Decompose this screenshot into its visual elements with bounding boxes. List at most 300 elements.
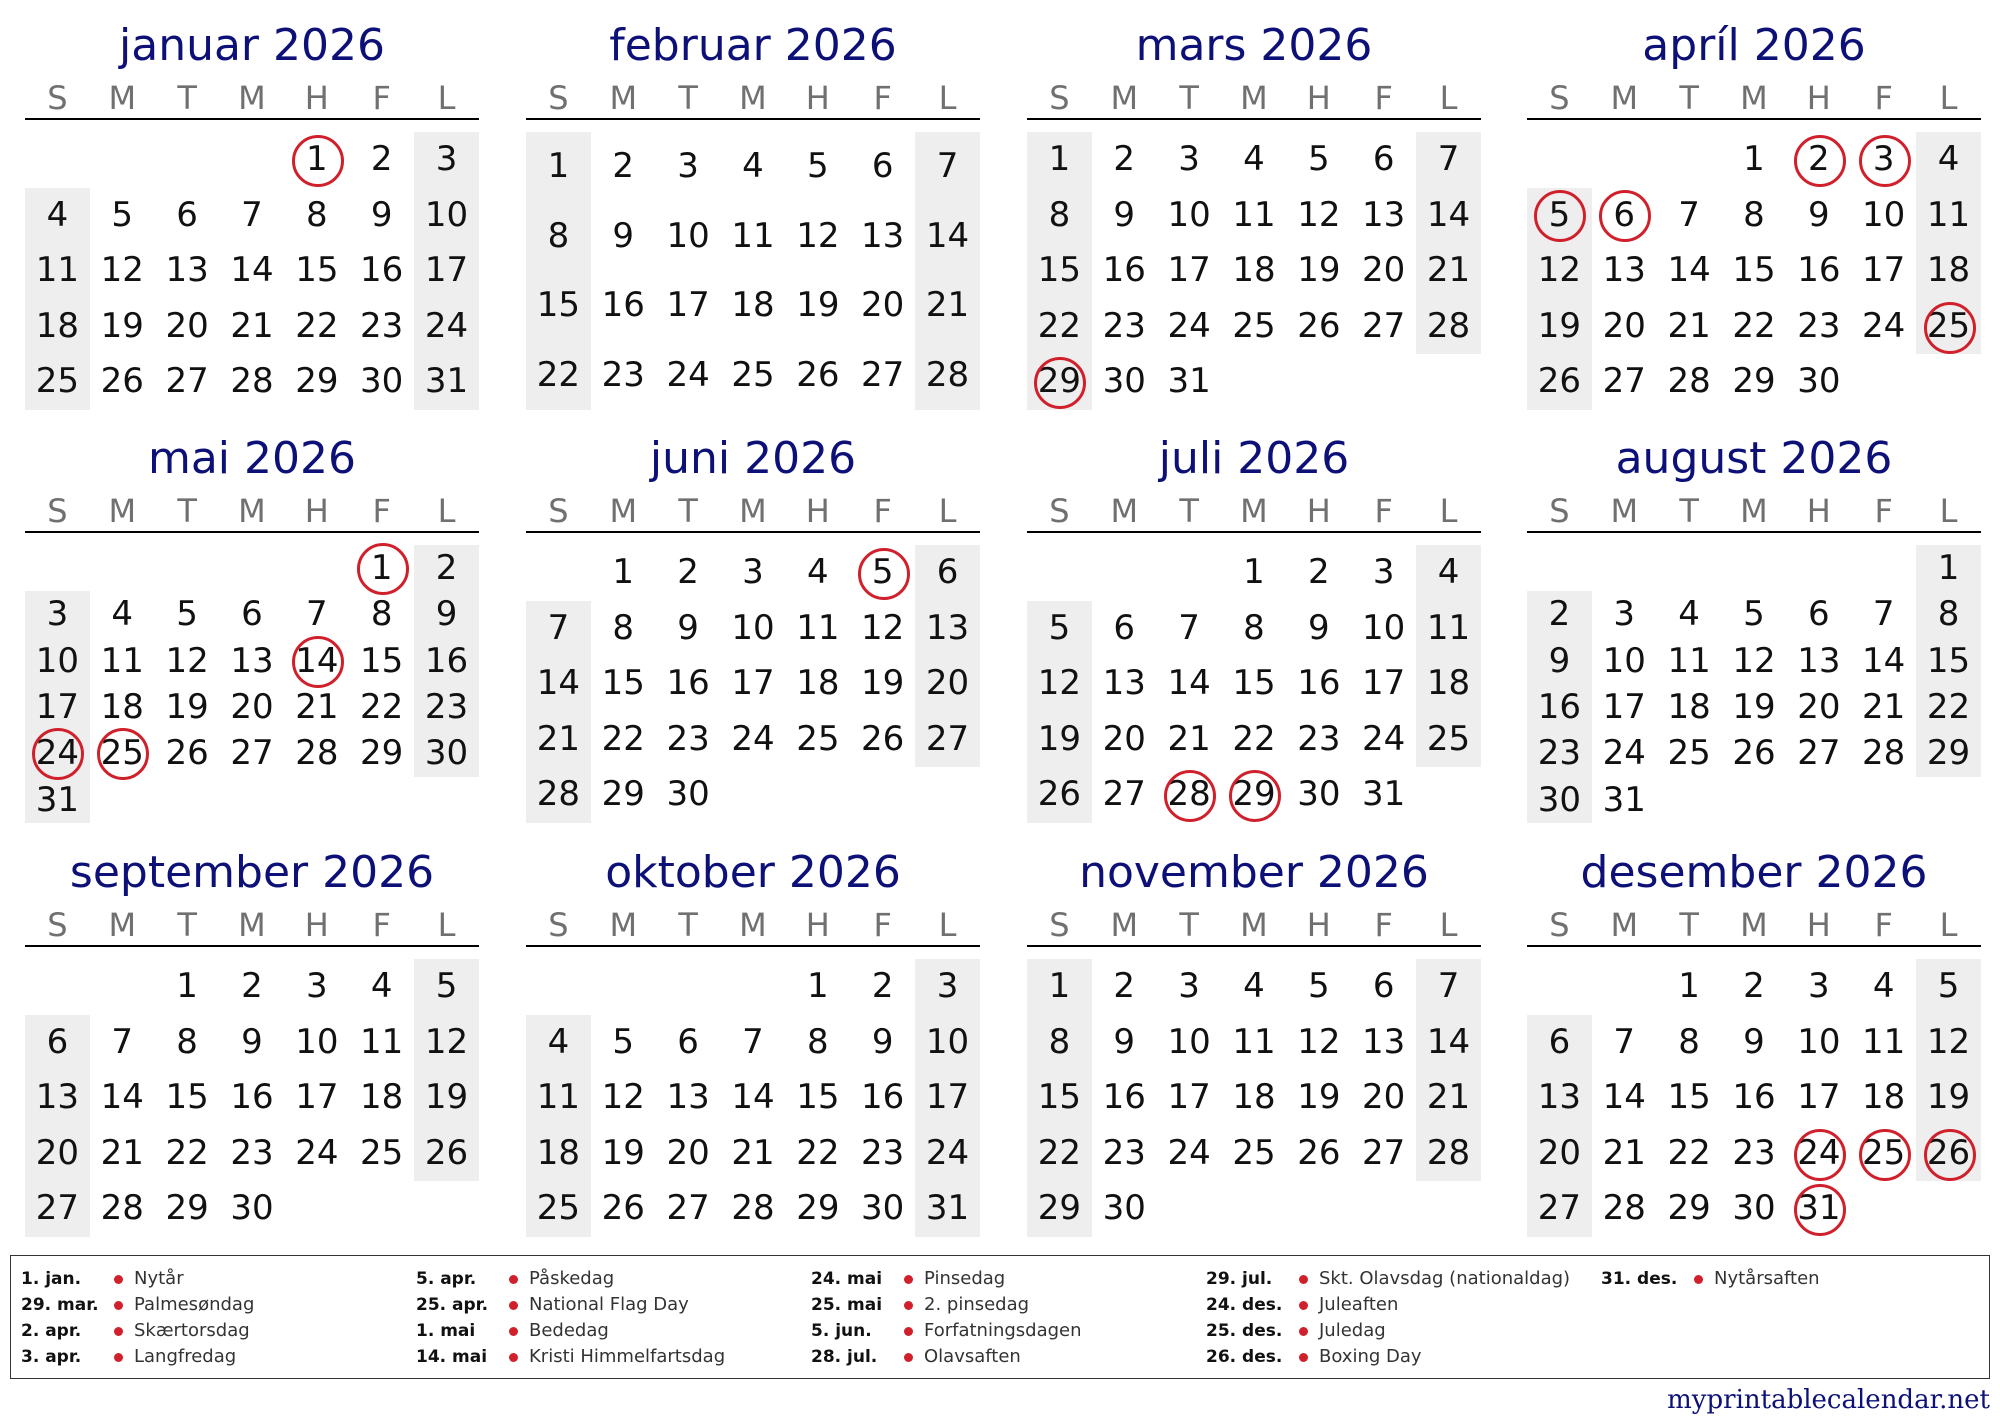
calendar-day: 24 (1862, 305, 1906, 346)
bullet-dot-icon (1299, 1301, 1308, 1310)
calendar-day: 31 (1362, 774, 1406, 815)
weekday-header (526, 78, 980, 120)
calendar-day: 18 (35, 305, 80, 346)
calendar-day: 24 (925, 1132, 970, 1173)
calendar-day: 6 (1372, 966, 1395, 1006)
calendar-day: 10 (1862, 194, 1906, 235)
calendar-day: 13 (1537, 1077, 1582, 1118)
calendar-day: 3 (306, 966, 328, 1006)
calendar-day: 5 (1308, 139, 1330, 179)
calendar-day: 14 (925, 215, 970, 256)
holiday-date: 25. des. (1206, 1321, 1283, 1341)
calendar-day: 21 (1426, 1077, 1471, 1118)
calendar-day: 28 (1667, 361, 1711, 402)
calendar-day: 16 (360, 250, 404, 291)
calendar-day: 19 (796, 285, 840, 325)
weekday-label: S (47, 79, 68, 117)
month-block (1527, 10, 1981, 420)
calendar-day: 28 (1426, 1132, 1471, 1173)
calendar-day: 9 (871, 1021, 894, 1062)
calendar-day: 16 (1732, 1077, 1776, 1118)
calendar-day: 23 (1537, 733, 1582, 774)
calendar-day: 20 (230, 687, 274, 727)
calendar-day: 5 (1937, 966, 1960, 1006)
calendar-day: 19 (1926, 1077, 1971, 1118)
calendar-day: 19 (100, 305, 144, 346)
holiday-name: National Flag Day (529, 1294, 689, 1315)
calendar-day: 28 (731, 1188, 775, 1229)
calendar-day: 6 (871, 146, 894, 186)
holiday-date: 25. mai (811, 1295, 883, 1315)
calendar-day: 21 (731, 1132, 775, 1173)
weekday-label: H (805, 79, 830, 117)
weekday-label: H (304, 906, 329, 944)
calendar-day: 15 (165, 1077, 209, 1118)
calendar-day: 11 (796, 607, 840, 648)
calendar-day: 10 (1167, 1021, 1211, 1062)
weekday-label: M (1610, 79, 1639, 117)
calendar-day: 26 (165, 733, 209, 774)
calendar-day: 7 (1613, 1021, 1636, 1062)
weekday-label: L (437, 906, 456, 944)
calendar-day: 2 (241, 966, 263, 1006)
holiday-entry (1601, 1266, 1981, 1292)
calendar-day: 25 (796, 718, 840, 759)
day-grid (1527, 959, 1981, 1237)
calendar-day: 3 (46, 594, 69, 635)
calendar-day: 20 (1602, 305, 1646, 346)
calendar-day: 20 (666, 1132, 710, 1173)
weekday-label: S (47, 492, 68, 530)
calendar-day: 15 (1926, 640, 1971, 681)
calendar-day: 29 (1037, 1188, 1082, 1229)
holiday-entry (811, 1318, 1191, 1344)
calendar-day: 8 (1937, 594, 1960, 635)
weekday-label: H (1306, 492, 1331, 530)
calendar-day: 27 (35, 1188, 80, 1229)
holiday-date: 24. mai (811, 1269, 883, 1289)
weekday-label: H (1306, 79, 1331, 117)
calendar-day: 12 (861, 607, 905, 648)
calendar-day: 12 (424, 1021, 469, 1062)
calendar-day: 1 (1743, 139, 1765, 179)
holiday-entry (21, 1344, 401, 1370)
holiday-date: 29. mar. (21, 1295, 99, 1315)
holiday-day: 29 (1027, 354, 1092, 410)
holiday-name: Bededag (529, 1320, 609, 1341)
calendar-day: 14 (1862, 640, 1906, 681)
calendar-day: 27 (1102, 774, 1146, 815)
weekday-header (1527, 905, 1981, 947)
bullet-dot-icon (1299, 1275, 1308, 1284)
calendar-day: 13 (1362, 1021, 1406, 1062)
calendar-day: 18 (731, 285, 775, 325)
calendar-day: 24 (1167, 1132, 1211, 1173)
holiday-day: 5 (850, 545, 915, 601)
weekday-label: S (1049, 79, 1070, 117)
calendar-day: 1 (1243, 552, 1265, 592)
calendar-day: 11 (1862, 1021, 1906, 1062)
bullet-dot-icon (114, 1353, 123, 1362)
holiday-day: 26 (1916, 1126, 1981, 1182)
calendar-day: 6 (241, 594, 263, 635)
holiday-entry (21, 1318, 401, 1344)
calendar-day: 14 (1167, 663, 1211, 704)
weekday-label: L (437, 492, 456, 530)
calendar-day: 22 (536, 354, 581, 395)
calendar-day: 19 (424, 1077, 469, 1118)
calendar-day: 23 (666, 718, 710, 759)
weekday-label: H (304, 79, 329, 117)
month-title: oktober 2026 (605, 847, 901, 898)
day-grid (1027, 132, 1481, 410)
calendar-day: 26 (796, 354, 840, 395)
holiday-name: Juledag (1319, 1320, 1386, 1341)
weekday-label: M (238, 79, 266, 117)
calendar-day: 26 (1537, 361, 1582, 402)
calendar-day: 15 (796, 1077, 840, 1118)
weekday-label: M (1240, 492, 1268, 530)
day-grid (1027, 959, 1481, 1237)
calendar-day: 8 (1743, 194, 1765, 235)
calendar-day: 6 (1548, 1021, 1571, 1062)
site-watermark: myprintablecalendar.net (1667, 1385, 1990, 1415)
calendar-day: 9 (1308, 607, 1330, 648)
calendar-day: 13 (861, 215, 905, 256)
holiday-name: Påskedag (529, 1268, 615, 1289)
bullet-dot-icon (509, 1301, 518, 1310)
month-block (1027, 10, 1481, 420)
calendar-day: 31 (1602, 779, 1646, 820)
holiday-entry (811, 1266, 1191, 1292)
calendar-day: 4 (1243, 966, 1265, 1006)
month-block (1527, 423, 1981, 833)
calendar-day: 9 (612, 215, 635, 256)
calendar-day: 11 (1426, 607, 1471, 648)
calendar-day: 23 (1102, 1132, 1146, 1173)
calendar-day: 17 (731, 663, 775, 704)
calendar-day: 22 (796, 1132, 840, 1173)
calendar-day: 20 (925, 663, 970, 704)
calendar-day: 21 (1667, 305, 1711, 346)
calendar-day: 19 (861, 663, 905, 704)
month-block (526, 10, 980, 420)
calendar-day: 7 (1872, 594, 1895, 635)
weekday-label: H (1806, 79, 1831, 117)
month-block (526, 837, 980, 1247)
holiday-list-column (416, 1266, 796, 1370)
calendar-day: 4 (1437, 552, 1460, 592)
bullet-dot-icon (1299, 1353, 1308, 1362)
holiday-day: 25 (1916, 299, 1981, 355)
weekday-label: T (177, 79, 197, 117)
weekday-label: H (805, 906, 830, 944)
calendar-day: 7 (1437, 966, 1460, 1006)
calendar-day: 18 (1426, 663, 1471, 704)
calendar-day: 25 (35, 361, 80, 402)
calendar-day: 17 (666, 285, 710, 325)
weekday-label: F (1874, 492, 1893, 530)
calendar-day: 1 (176, 966, 198, 1006)
holiday-name: Olavsaften (924, 1346, 1021, 1367)
weekday-label: L (1939, 79, 1958, 117)
calendar-day: 4 (1937, 139, 1960, 179)
holiday-entry (416, 1266, 796, 1292)
weekday-label: L (1439, 79, 1458, 117)
calendar-day: 22 (360, 687, 404, 727)
calendar-day: 28 (536, 774, 581, 815)
calendar-day: 18 (796, 663, 840, 704)
month-title: juli 2026 (1158, 433, 1350, 484)
calendar-day: 9 (1548, 640, 1571, 681)
calendar-day: 23 (424, 687, 469, 727)
calendar-day: 27 (861, 354, 905, 395)
calendar-day: 22 (1926, 687, 1971, 727)
calendar-day: 1 (1678, 966, 1700, 1006)
weekday-label: M (1610, 906, 1639, 944)
holiday-entry (21, 1266, 401, 1292)
calendar-day: 15 (1037, 250, 1082, 291)
calendar-day: 24 (1167, 305, 1211, 346)
calendar-day: 16 (601, 285, 645, 325)
calendar-day: 9 (1113, 194, 1136, 235)
bullet-dot-icon (904, 1275, 913, 1284)
calendar-day: 30 (1102, 1188, 1146, 1229)
holiday-name: Boxing Day (1319, 1346, 1422, 1367)
weekday-label: H (805, 492, 830, 530)
calendar-day: 10 (295, 1021, 339, 1062)
month-block (25, 837, 479, 1247)
calendar-day: 22 (1232, 718, 1276, 759)
weekday-label: L (1439, 906, 1458, 944)
day-grid (1027, 545, 1481, 823)
calendar-day: 25 (731, 354, 775, 395)
weekday-label: M (1240, 79, 1268, 117)
calendar-day: 5 (612, 1021, 635, 1062)
weekday-label: F (873, 79, 892, 117)
calendar-day: 1 (547, 146, 570, 186)
calendar-day: 9 (677, 607, 699, 648)
calendar-day: 13 (1102, 663, 1146, 704)
calendar-day: 10 (1602, 640, 1646, 681)
holiday-entry (1206, 1266, 1586, 1292)
calendar-day: 25 (360, 1132, 404, 1173)
calendar-day: 6 (677, 1021, 699, 1062)
bullet-dot-icon (904, 1353, 913, 1362)
calendar-day: 8 (807, 1021, 829, 1062)
calendar-day: 13 (925, 607, 970, 648)
calendar-day: 22 (601, 718, 645, 759)
day-grid (25, 545, 479, 823)
month-block (526, 423, 980, 833)
weekday-header (526, 905, 980, 947)
weekday-label: M (1240, 906, 1268, 944)
calendar-day: 29 (295, 361, 339, 402)
weekday-label: H (1806, 492, 1831, 530)
holiday-day: 25 (90, 730, 155, 776)
calendar-day: 18 (1926, 250, 1971, 291)
calendar-day: 2 (612, 146, 635, 186)
calendar-day: 19 (1732, 687, 1776, 727)
weekday-header (1527, 491, 1981, 533)
weekday-label: M (238, 492, 266, 530)
bullet-dot-icon (114, 1327, 123, 1336)
calendar-day: 12 (1537, 250, 1582, 291)
calendar-day: 7 (1678, 194, 1700, 235)
weekday-label: F (372, 906, 391, 944)
calendar-day: 20 (1362, 250, 1406, 291)
calendar-day: 3 (1178, 139, 1200, 179)
calendar-day: 22 (165, 1132, 209, 1173)
calendar-day: 26 (601, 1188, 645, 1229)
calendar-day: 29 (1926, 733, 1971, 774)
calendar-day: 6 (46, 1021, 69, 1062)
month-title: apríl 2026 (1642, 20, 1866, 71)
weekday-label: T (1179, 906, 1199, 944)
holiday-name: Langfredag (134, 1346, 237, 1367)
weekday-header (1027, 78, 1481, 120)
calendar-day: 18 (536, 1132, 581, 1173)
calendar-day: 16 (1297, 663, 1341, 704)
weekday-label: F (873, 906, 892, 944)
calendar-day: 2 (370, 139, 393, 179)
calendar-day: 4 (547, 1021, 570, 1062)
calendar-day: 2 (871, 966, 894, 1006)
calendar-day: 31 (925, 1188, 970, 1229)
calendar-day: 4 (1678, 594, 1700, 635)
calendar-day: 17 (295, 1077, 339, 1118)
calendar-day: 16 (666, 663, 710, 704)
calendar-day: 15 (536, 285, 581, 325)
weekday-header (25, 905, 479, 947)
calendar-day: 12 (1297, 194, 1341, 235)
calendar-day: 21 (1426, 250, 1471, 291)
calendar-day: 3 (435, 139, 458, 179)
calendar-day: 13 (1602, 250, 1646, 291)
calendar-day: 4 (111, 594, 134, 635)
holiday-name: Forfatningsdagen (924, 1320, 1082, 1341)
month-block (1027, 423, 1481, 833)
calendar-day: 22 (295, 305, 339, 346)
weekday-header (25, 491, 479, 533)
calendar-day: 19 (1537, 305, 1582, 346)
calendar-day: 27 (165, 361, 209, 402)
weekday-label: F (1374, 492, 1393, 530)
bullet-dot-icon (1694, 1275, 1703, 1284)
month-block (1027, 837, 1481, 1247)
holiday-date: 2. apr. (21, 1321, 82, 1341)
calendar-day: 14 (100, 1077, 144, 1118)
calendar-day: 2 (1743, 966, 1765, 1006)
weekday-label: L (938, 79, 957, 117)
calendar-day: 19 (1037, 718, 1082, 759)
month-title: august 2026 (1615, 433, 1893, 484)
calendar-day: 9 (1808, 194, 1830, 235)
calendar-day: 30 (1102, 361, 1146, 402)
bullet-dot-icon (509, 1275, 518, 1284)
calendar-day: 2 (1308, 552, 1330, 592)
calendar-day: 24 (295, 1132, 339, 1173)
calendar-day: 19 (165, 687, 209, 727)
calendar-day: 4 (1243, 139, 1265, 179)
calendar-day: 20 (861, 285, 905, 325)
calendar-day: 4 (742, 146, 764, 186)
calendar-day: 18 (1232, 1077, 1276, 1118)
calendar-day: 2 (1548, 594, 1571, 635)
calendar-day: 20 (1362, 1077, 1406, 1118)
calendar-day: 6 (1113, 607, 1136, 648)
calendar-day: 14 (1602, 1077, 1646, 1118)
calendar-day: 14 (230, 250, 274, 291)
calendar-day: 29 (1667, 1188, 1711, 1229)
weekday-label: T (678, 492, 698, 530)
bullet-dot-icon (509, 1353, 518, 1362)
calendar-day: 7 (1437, 139, 1460, 179)
calendar-day: 27 (230, 733, 274, 774)
calendar-day: 21 (1167, 718, 1211, 759)
month-title: mars 2026 (1135, 20, 1373, 71)
holiday-entry (21, 1292, 401, 1318)
calendar-day: 29 (1732, 361, 1776, 402)
calendar-day: 12 (165, 640, 209, 681)
calendar-day: 28 (1862, 733, 1906, 774)
weekday-label: F (873, 492, 892, 530)
weekday-label: H (1806, 906, 1831, 944)
calendar-day: 1 (1048, 966, 1071, 1006)
holiday-date: 31. des. (1601, 1269, 1678, 1289)
weekday-label: H (1306, 906, 1331, 944)
calendar-day: 23 (1797, 305, 1841, 346)
calendar-day: 17 (1167, 1077, 1211, 1118)
weekday-label: T (678, 79, 698, 117)
weekday-label: F (372, 79, 391, 117)
holiday-day: 3 (1851, 132, 1916, 188)
calendar-day: 8 (370, 594, 393, 635)
month-title: januar 2026 (119, 20, 385, 71)
calendar-day: 16 (1102, 1077, 1146, 1118)
calendar-day: 21 (925, 285, 970, 325)
calendar-day: 21 (295, 687, 339, 727)
calendar-day: 23 (601, 354, 645, 395)
calendar-day: 3 (742, 552, 764, 592)
calendar-day: 10 (1167, 194, 1211, 235)
calendar-day: 18 (1667, 687, 1711, 727)
calendar-day: 17 (1362, 663, 1406, 704)
weekday-label: M (108, 492, 137, 530)
holiday-name: 2. pinsedag (924, 1294, 1030, 1315)
calendar-day: 30 (1537, 779, 1582, 820)
calendar-day: 11 (100, 640, 144, 681)
calendar-day: 1 (1048, 139, 1071, 179)
calendar-day: 31 (1167, 361, 1211, 402)
calendar-day: 26 (1732, 733, 1776, 774)
weekday-label: M (1110, 79, 1139, 117)
holiday-entry (1206, 1318, 1586, 1344)
calendar-day: 26 (1297, 1132, 1341, 1173)
calendar-day: 27 (1602, 361, 1646, 402)
calendar-day: 11 (35, 250, 80, 291)
month-block (25, 423, 479, 833)
weekday-label: L (437, 79, 456, 117)
weekday-label: F (1874, 79, 1893, 117)
calendar-day: 23 (230, 1132, 274, 1173)
weekday-label: M (1740, 79, 1768, 117)
calendar-day: 28 (1426, 305, 1471, 346)
holiday-day: 24 (1786, 1126, 1851, 1182)
calendar-day: 25 (1232, 305, 1276, 346)
calendar-day: 31 (424, 361, 469, 402)
calendar-day: 23 (360, 305, 404, 346)
